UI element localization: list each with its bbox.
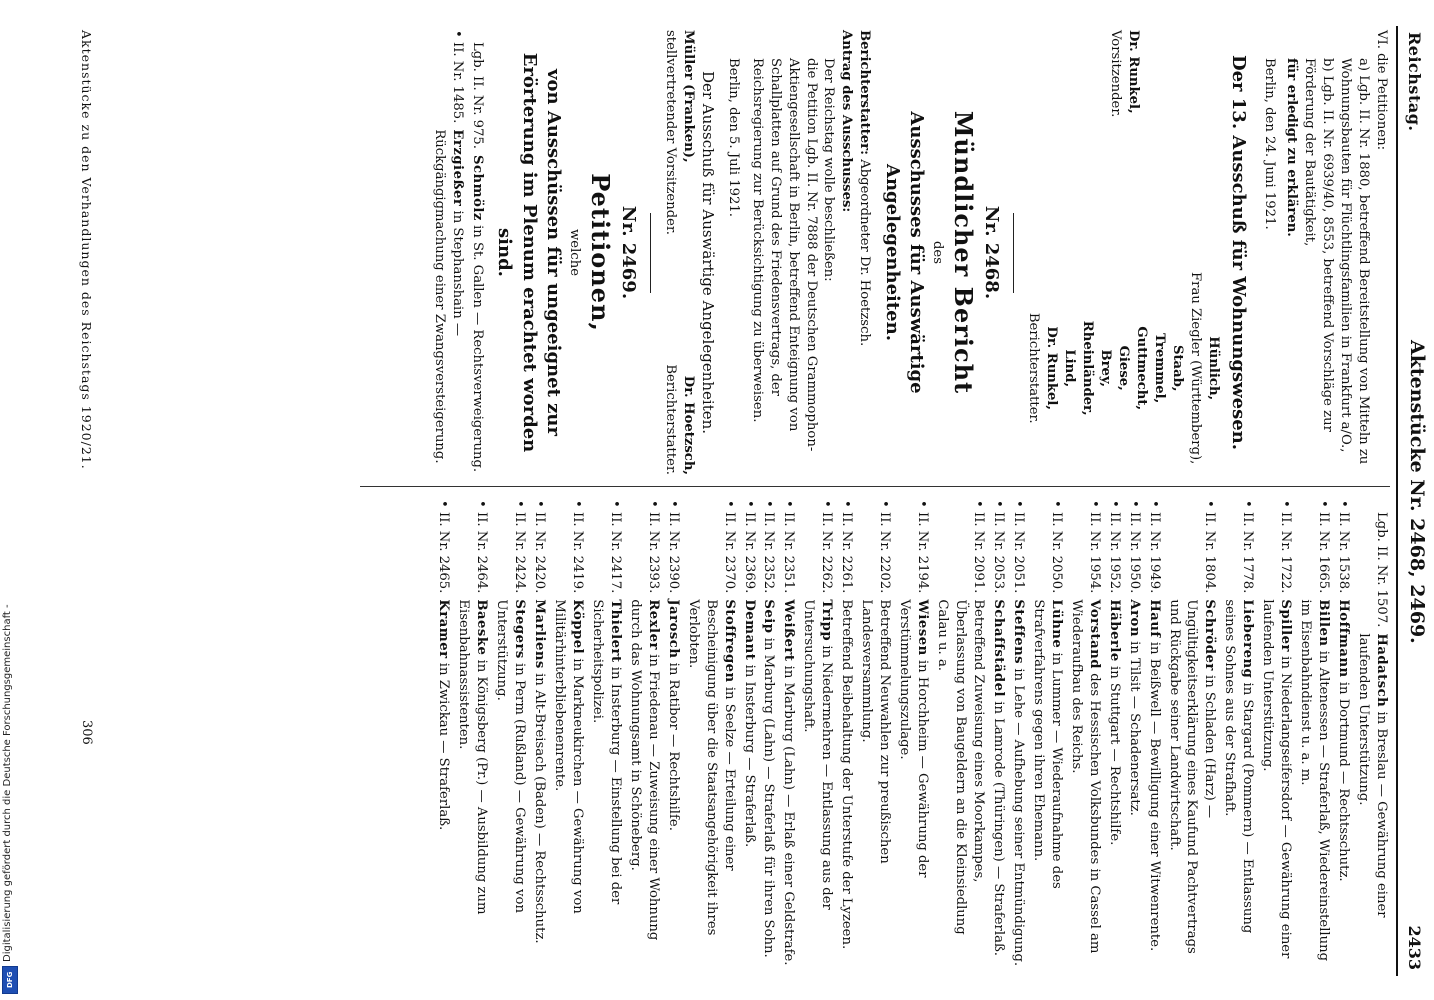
petitioner-name: Weißert [781, 599, 797, 662]
committee-13-chair-title: Vorsitzender. [1107, 30, 1123, 118]
petition-body [895, 599, 931, 970]
committee-13-reporter-name: Dr. Runkel, [1044, 326, 1060, 411]
list-item [1145, 500, 1163, 970]
bullet-icon: • [761, 500, 777, 508]
bullet-icon: • [839, 500, 855, 508]
petition-body [1165, 599, 1219, 970]
bullet-icon: • [721, 500, 737, 508]
petition-body [664, 599, 682, 970]
list-item [895, 500, 931, 970]
petition-ref: II. Nr. 1950. [1126, 512, 1142, 594]
footer-page-number: 306 [79, 720, 94, 745]
list-item [530, 500, 548, 970]
petition-text: des Hessischen Volksbundes in Cassel am Wiederaufbau des Reichs. [1068, 599, 1102, 954]
petitioner-name: Jarosch [665, 599, 681, 659]
list-item [1125, 500, 1143, 970]
petitioner-name: Hadatsch [1374, 633, 1389, 708]
doc-2469-welche: welche [567, 229, 583, 276]
petitioner-name: Stoffregen [721, 599, 737, 683]
petition-text: Betreffend Beibehaltung der Unterstufe der Lyzeen. [839, 599, 855, 950]
doc-2468-reporter-name: Dr. Hoetzsch, [681, 375, 697, 475]
petition-ref: II. Nr. 2393. [645, 512, 661, 594]
petition-body [837, 599, 855, 970]
header-rule [1396, 26, 1398, 976]
bullet-icon: • [877, 500, 893, 508]
petition-ref: II. Nr. 1804. [1202, 512, 1218, 594]
list-item [1067, 500, 1103, 970]
list-item [1009, 500, 1027, 970]
petitioner-name: Billen [1316, 599, 1332, 647]
petition-text: in Ratibor — Rechtshilfe. [665, 662, 681, 831]
bullet-icon: • [1278, 500, 1294, 508]
petition-body [1067, 599, 1103, 970]
bullet-icon: • [645, 500, 661, 508]
bullet-icon: • [532, 500, 548, 508]
member-2: Frau Ziegler (Württemberg), [1187, 272, 1203, 465]
petition-ref: II. Nr. 2390. [665, 512, 681, 594]
petition-body [1125, 599, 1143, 970]
petition-text: in St. Gallen — Rechtsverweigerung. [470, 225, 486, 473]
section-vi-item-a: a) Lgb. II. Nr. 1880, betreffend Bereitstellung von Mitteln zu Wohnungsbauten für Flüchtlingsfamilien in Frankfurt a/O., [1338, 58, 1372, 465]
petition-body [1029, 599, 1065, 970]
petition-ref: II. Nr. 1778. [1240, 512, 1256, 594]
bullet-icon: • [607, 500, 623, 508]
petition-text: in Insterburg — Straferlaß. [741, 664, 757, 848]
petition-body [530, 599, 548, 970]
petition-ref: II. Nr. 2417. [607, 512, 623, 594]
petitioner-name: Wiesen [915, 599, 931, 656]
petition-body [1220, 599, 1256, 970]
list-item [1029, 500, 1065, 970]
doc-2468-chair-title: stellvertretender Vorsitzender. [663, 30, 679, 235]
list-item [684, 500, 738, 970]
petition-text: in Horchheim — Gewährung der Verstümmelungszulage. [897, 599, 931, 878]
petitioner-name: Häberle [1106, 599, 1122, 662]
bullet-icon: • [990, 500, 1006, 508]
doc-2468-number: Nr. 2468. [981, 205, 1003, 300]
doc-2468-committee: Ausschusses für Auswärtige Angelegenheiten. [881, 111, 928, 394]
bullet-icon: • [1010, 500, 1026, 508]
petition-body [1296, 599, 1332, 970]
section-vi-date: Berlin, den 24. Juni 1921. [1262, 58, 1278, 230]
petition-text: in Marburg (Lahn) — Straferlaß für ihren Sohn. [761, 637, 777, 958]
petition-body [760, 599, 778, 970]
petition-body [684, 599, 738, 970]
bullet-icon: • [1202, 500, 1218, 508]
footer-note: Aktenstücke zu den Verhandlungen des Reichstags 1920/21. [79, 30, 94, 470]
petition-text: Betreffend Zuweisung eines Moorkampes, Überlassung von Baugeldern an die Kleinsiedlung Calau u. a. [935, 599, 986, 935]
petitioner-name: Thielert [607, 599, 623, 663]
dfg-logo-icon: DFG [2, 966, 18, 994]
doc-2469-subtitle: von Ausschüssen für ungeeignet zur Erörterung im Plenum erachtet worden sind. [494, 52, 565, 453]
header-title: Aktenstücke Nr. 2468, 2469. [1406, 340, 1428, 644]
doc-2468-signatures [661, 30, 697, 475]
bullet-icon: • [1086, 500, 1102, 508]
petition-ref: II. Nr. 2420. [532, 512, 548, 594]
petitioner-name: Hauf [1146, 599, 1162, 638]
petition-ref: II. Nr. 2262. [819, 512, 835, 594]
right-column [90, 500, 1390, 970]
petition-text: in Seelze — Erteilung einer Bescheinigung über die Staatsangehörigkeit ihres Verlobten. [685, 599, 737, 936]
petition-text: in Breslau — Gewährung einer laufenden Unterstützung. [1356, 633, 1389, 918]
petition-ref: II. Nr. 2053. [990, 512, 1006, 594]
petition-body [989, 599, 1007, 970]
doc-2468-motion-intro: Der Reichstag wolle beschließen: [821, 58, 837, 282]
list-item [1334, 500, 1352, 970]
petitioner-name: Schröder [1202, 599, 1218, 671]
list-item [1354, 500, 1390, 970]
committee-13-members [1024, 261, 1221, 475]
petitioner-name: Stegers [512, 599, 528, 659]
list-item [468, 30, 486, 475]
petition-body [550, 599, 586, 970]
list-item [760, 500, 778, 970]
committee-13-title: Der 13. Ausschuß für Wohnungswesen. [1228, 54, 1250, 451]
petition-ref: II. Nr. 2464. [474, 512, 490, 594]
petitioner-name: Hoffmann [1336, 599, 1352, 678]
petition-ref: II. Nr. 2091. [970, 512, 986, 594]
list-item [1258, 500, 1294, 970]
petitioner-name: Spiller [1278, 599, 1294, 652]
petition-body [454, 599, 490, 970]
list-item [799, 500, 835, 970]
section-vi-item-c: für erledigt zu erklären. [1284, 58, 1300, 237]
petition-ref: II. Nr. 2424. [512, 512, 528, 594]
petition-text: in Zwickau — Straferlaß. [436, 662, 452, 831]
member-5: Guttmecht, [1134, 326, 1150, 411]
section-vi-intro: VI. die Petitionen: [1374, 30, 1389, 151]
list-item [740, 500, 758, 970]
petition-text: in Niedermehren — Entlassung aus der Untersuchungshaft. [801, 599, 835, 910]
petitioner-name: Marliens [532, 599, 548, 669]
list-item [492, 500, 528, 970]
list-item [626, 500, 662, 970]
petitioner-name: Baeske [474, 599, 490, 656]
petition-body [933, 599, 987, 970]
petition-ref: II. Nr. 1954. [1086, 512, 1102, 594]
petition-ref: II. Nr. 2352. [761, 512, 777, 594]
list-item [1220, 500, 1256, 970]
petition-body [434, 599, 452, 970]
list-item [1165, 500, 1219, 970]
committee-13-signatures [1024, 30, 1221, 475]
petitioner-name: Liebereng [1240, 599, 1256, 679]
bullet-icon: • [781, 500, 797, 508]
bullet-icon: • [665, 500, 681, 508]
header-left: Reichstag. [1405, 32, 1424, 132]
list-item [588, 500, 624, 970]
petition-body [626, 599, 662, 970]
list-item [780, 500, 798, 970]
petition-ref: II. Nr. 2051. [1010, 512, 1026, 594]
bullet-icon: • [450, 30, 466, 38]
petition-ref: II. Nr. 2261. [839, 512, 855, 594]
list-item [454, 500, 490, 970]
petition-text: Betreffend Neuwahlen zur preußischen Landesversammlung. [859, 599, 893, 864]
committee-13-chair-block [1024, 30, 1221, 244]
petitioner-name: Kramer [436, 599, 452, 659]
petition-text: in Markneukirchen — Gewährung von Militärhinterbliebenenrente. [552, 599, 585, 914]
list-item [430, 30, 466, 475]
petition-ref: II. Nr. 2465. [436, 512, 452, 594]
petitioner-name: Lühne [1048, 599, 1064, 649]
bullet-icon: • [1126, 500, 1142, 508]
separator-rule-2 [650, 213, 651, 293]
petition-ref: II. Nr. 2370. [721, 512, 737, 594]
member-3: Staab, [1169, 344, 1185, 392]
petitioner-name: Schaffstädel [990, 599, 1006, 698]
petition-text: in Altenessen — Straferlaß, Wiedereinstellung im Eisenbahndienst u. a. m. [1298, 599, 1332, 962]
petition-text: in Schladen (Harz) — Ungültigkeitserklärung eines Kaufund Pachtvertrags und Rückgabe seiner Landwirtschaft. [1166, 599, 1218, 954]
column-separator [360, 486, 1390, 487]
member-8: Rheinländer, [1080, 320, 1096, 416]
member-9: Lind, [1062, 349, 1078, 388]
petition-text: in Alt-Breisach (Baden) — Rechtsschutz. [532, 673, 548, 944]
bullet-icon: • [474, 500, 490, 508]
separator-rule [1013, 213, 1014, 293]
petition-ref: II. Nr. 1952. [1106, 512, 1122, 594]
petition-text: in Marburg (Lahn) — Erlaß einer Geldstrafe. [781, 665, 797, 966]
petition-ref: II. Nr. 2194. [915, 512, 931, 594]
petition-body [492, 599, 528, 970]
petition-ref: II. Nr. 1538. [1336, 512, 1352, 594]
petition-ref: II. Nr. 2351. [781, 512, 797, 594]
petition-ref: II. Nr. 1485. [450, 42, 466, 124]
petition-body [740, 599, 758, 970]
petition-body [799, 599, 835, 970]
member-1: Hünlich, [1205, 336, 1221, 401]
list-item [837, 500, 855, 970]
petition-body [588, 599, 624, 970]
bullet-icon: • [915, 500, 931, 508]
petition-text: in Lehe — Aufhebung seiner Entmündigung. [1010, 668, 1026, 967]
petitioner-name: Rexler [645, 599, 661, 650]
list-item [857, 500, 893, 970]
list-item [989, 500, 1007, 970]
list-item [933, 500, 987, 970]
doc-2468-des: des [930, 240, 946, 264]
petition-text: in Friedenau — Zuweisung einer Wohnung durch das Wohnungsamt in Schöneberg. [627, 599, 661, 941]
petition-body [1258, 599, 1294, 970]
petition-text: in Perm (Rußland) — Gewährung von Unterstützung. [494, 599, 528, 913]
bullet-icon [468, 30, 486, 42]
doc-2468-motion-text: die Petition Lgb. II. Nr. 7888 der Deutschen Grammophon-Aktiengesellschaft in Berlin, betreffend Enteignung von Schallplatten auf Grund des Friedensvertrags, der Reichsregierung zur Berücksichtigung zu überweisen. [749, 58, 819, 452]
bullet-icon: • [436, 500, 452, 508]
petition-ref: II. Nr. 2369. [741, 512, 757, 594]
bullet-icon: • [1336, 500, 1352, 508]
petitioner-name: Aron [1126, 599, 1142, 637]
doc-2469-heading: Petitionen, [586, 173, 615, 332]
list-item [1105, 500, 1123, 970]
petitioner-name: Vorstand [1086, 599, 1102, 669]
header-page-number: 2433 [1405, 925, 1424, 970]
doc-2468-committee-sign: Der Ausschuß für Auswärtige Angelegenheiten. [698, 70, 717, 435]
left-column [90, 30, 1390, 475]
petition-body [1334, 599, 1352, 970]
petitioner-name: Tripp [819, 599, 835, 642]
bullet-icon: • [1106, 500, 1122, 508]
bullet-icon: • [512, 500, 528, 508]
petition-text: in Niederlangseifersdorf — Gewährung einer laufenden Unterstützung. [1260, 599, 1294, 959]
petition-text: in Stuttgart — Rechtshilfe. [1106, 666, 1122, 846]
list-item [664, 500, 682, 970]
member-6: Giese, [1116, 345, 1132, 391]
section-vi-item-b: b) Lgb. II. Nr. 6939/40, 8553, betreffend Vorschläge zur Förderung der Bautätigkeit, [1302, 58, 1336, 432]
petition-ref: II. Nr. 2202. [877, 512, 893, 594]
doc-2468-date: Berlin, den 5. Juli 1921. [725, 58, 741, 217]
petition-body [1105, 599, 1123, 970]
petition-body [857, 599, 893, 970]
doc-2468-motion-label: Antrag des Ausschusses: [839, 30, 855, 213]
bullet-icon: • [1316, 500, 1332, 508]
petition-text: in Beißwell — Bewilligung einer Witwenrente. [1146, 641, 1162, 952]
doc-2468-chair-block [661, 30, 697, 244]
bullet-icon: • [1240, 500, 1256, 508]
doc-2468-reporter: Abgeordneter Dr. Hoetzsch. [857, 159, 873, 347]
petition-body [1145, 599, 1163, 970]
doc-2469-entries [430, 30, 486, 475]
petitioner-name: Demant [741, 599, 757, 661]
petition-text: in Lamrode (Thüringen) — Straferlaß. [990, 701, 1006, 956]
petition-text: in Dortmund — Rechtsschutz. [1336, 681, 1352, 882]
petition-text: in Insterburg — Einstellung bei der Sicherheitspolizei. [589, 599, 623, 905]
digitization-stamp: Digitalisierung gefördert durch die Deutsche Forschungsgemeinschaft - [2, 604, 13, 962]
doc-2468-reporter-block [661, 261, 697, 475]
petition-text: in Königsberg (Pr.) — Ausbildung zum Eisenbahnassistenten. [456, 599, 490, 915]
petition-ref: Lgb. II. Nr. 1507. [1374, 512, 1389, 628]
member-4: Tremmel, [1152, 333, 1167, 404]
petition-ref: II. Nr. 2419. [569, 512, 585, 594]
petition-ref: II. Nr. 1949. [1146, 512, 1162, 594]
bullet-icon: • [741, 500, 757, 508]
doc-2469-number: Nr. 2469. [618, 205, 640, 300]
doc-2468-reporter-title: Berichterstatter. [663, 364, 679, 475]
petition-body [1354, 633, 1390, 970]
bullet-icon: • [970, 500, 986, 508]
petition-ref: II. Nr. 1665. [1316, 512, 1332, 594]
petitioner-name: Köppel [569, 599, 585, 655]
bullet-icon: • [1048, 500, 1064, 508]
petition-text: in Stephanshain — Rückgängigmachung einer Zwangsversteigerung. [432, 129, 466, 464]
petitioner-name: Seip [761, 599, 777, 634]
committee-13-reporter-title: Berichterstatter. [1026, 312, 1042, 424]
petitioner-name: Erzgießer [450, 129, 466, 207]
petitioner-name: Schmölz [470, 154, 486, 221]
petition-ref: II. Nr. 1722. [1278, 512, 1294, 594]
petitioner-name: Steffens [1010, 599, 1026, 665]
bullet-icon: • [819, 500, 835, 508]
committee-13-chair-name: Dr. Runkel, [1125, 30, 1141, 114]
petition-body [780, 599, 798, 970]
bullet-icon: • [569, 500, 585, 508]
doc-2468-reporter-label: Berichterstatter: [857, 30, 873, 155]
bullet-icon [1354, 500, 1390, 512]
list-item [1296, 500, 1332, 970]
list-item [550, 500, 586, 970]
petition-ref: Lgb. II. Nr. 975. [470, 42, 486, 149]
list-item [434, 500, 452, 970]
member-7: Brey, [1098, 349, 1114, 387]
doc-2468-chair-name: Müller (Franken), [681, 30, 697, 163]
petition-text: in Tilsit — Schadenersatz. [1126, 641, 1142, 816]
petition-text: in Lummer — Wiederaufnahme des Strafverfahrens gegen ihren Ehemann. [1030, 599, 1064, 889]
bullet-icon: • [1146, 500, 1162, 508]
petition-ref: II. Nr. 2050. [1048, 512, 1064, 594]
doc-2468-heading: Mündlicher Bericht [948, 110, 978, 395]
petition-body [1009, 599, 1027, 970]
petition-text: in Stargard (Pommern) — Entlassung seines Sohnes aus der Strafhaft. [1222, 599, 1256, 934]
